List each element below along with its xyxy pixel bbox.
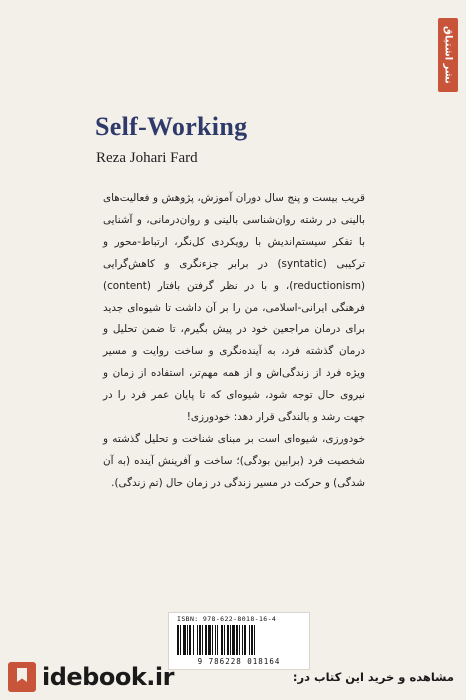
description-paragraph-1: قریب بیست و پنج سال دوران آموزش، پژوهش و فعالیت‌های بالینی در رشته روان‌شناسی بالینی و روان‌درمانی، و آشنایی با تفکر سیستم‌اندیش با رویکردی کل‌نگر، ارتباط-محور و ترکیبی (syntatic) در برابر جزءنگری و کاهش‌گرایی (reductionism)، و با در نظر گرفتن بافتار (content) فرهنگی ایرانی-اسلامی، من را بر آن داشت تا شیوه‌ای جدید برای درمان مراجعین خود در پیش بگیرم، تا ضمن تحلیل و درمان گذشته فرد، به آینده‌نگری و ساخت روایت و مسیر ویژه فرد از زندگی‌اش و از همه مهم‌تر، استفاده از زمان و نیروی حال توجه شود، شیوه‌ای که تا پایان عمر فرد را در جهت رشد و بالندگی قرار دهد: خودورزی! (103, 192, 365, 424)
book-description (103, 188, 365, 495)
isbn-label: ISBN: 978-622-8018-16-4 (177, 615, 277, 623)
book-title: Self-Working (95, 112, 248, 141)
book-author: Reza Johari Fard (96, 150, 198, 166)
barcode-digits: 9 786228 018164 (197, 657, 281, 666)
publisher-logo (438, 18, 458, 92)
store-brand[interactable] (8, 662, 174, 692)
barcode-bar (255, 625, 257, 655)
description-paragraph-2: خودورزی، شیوه‌ای است بر مبنای شناخت و تحلیل گذشته و شخصیت فرد (برابین بودگی)؛ ساخت و آفرینش آینده (به آن شدگی) و حرکت در مسیر زندگی در زمان حال (تم زندگی). (103, 432, 365, 489)
bookmark-icon (8, 662, 36, 692)
publisher-logo-text: نشر اشتیاق (442, 26, 454, 84)
store-site-name[interactable]: idebook.ir (42, 663, 174, 691)
store-cta-text: مشاهده و خرید این کتاب در: (292, 670, 454, 684)
store-banner[interactable] (8, 660, 460, 694)
barcode-bars (177, 625, 301, 655)
